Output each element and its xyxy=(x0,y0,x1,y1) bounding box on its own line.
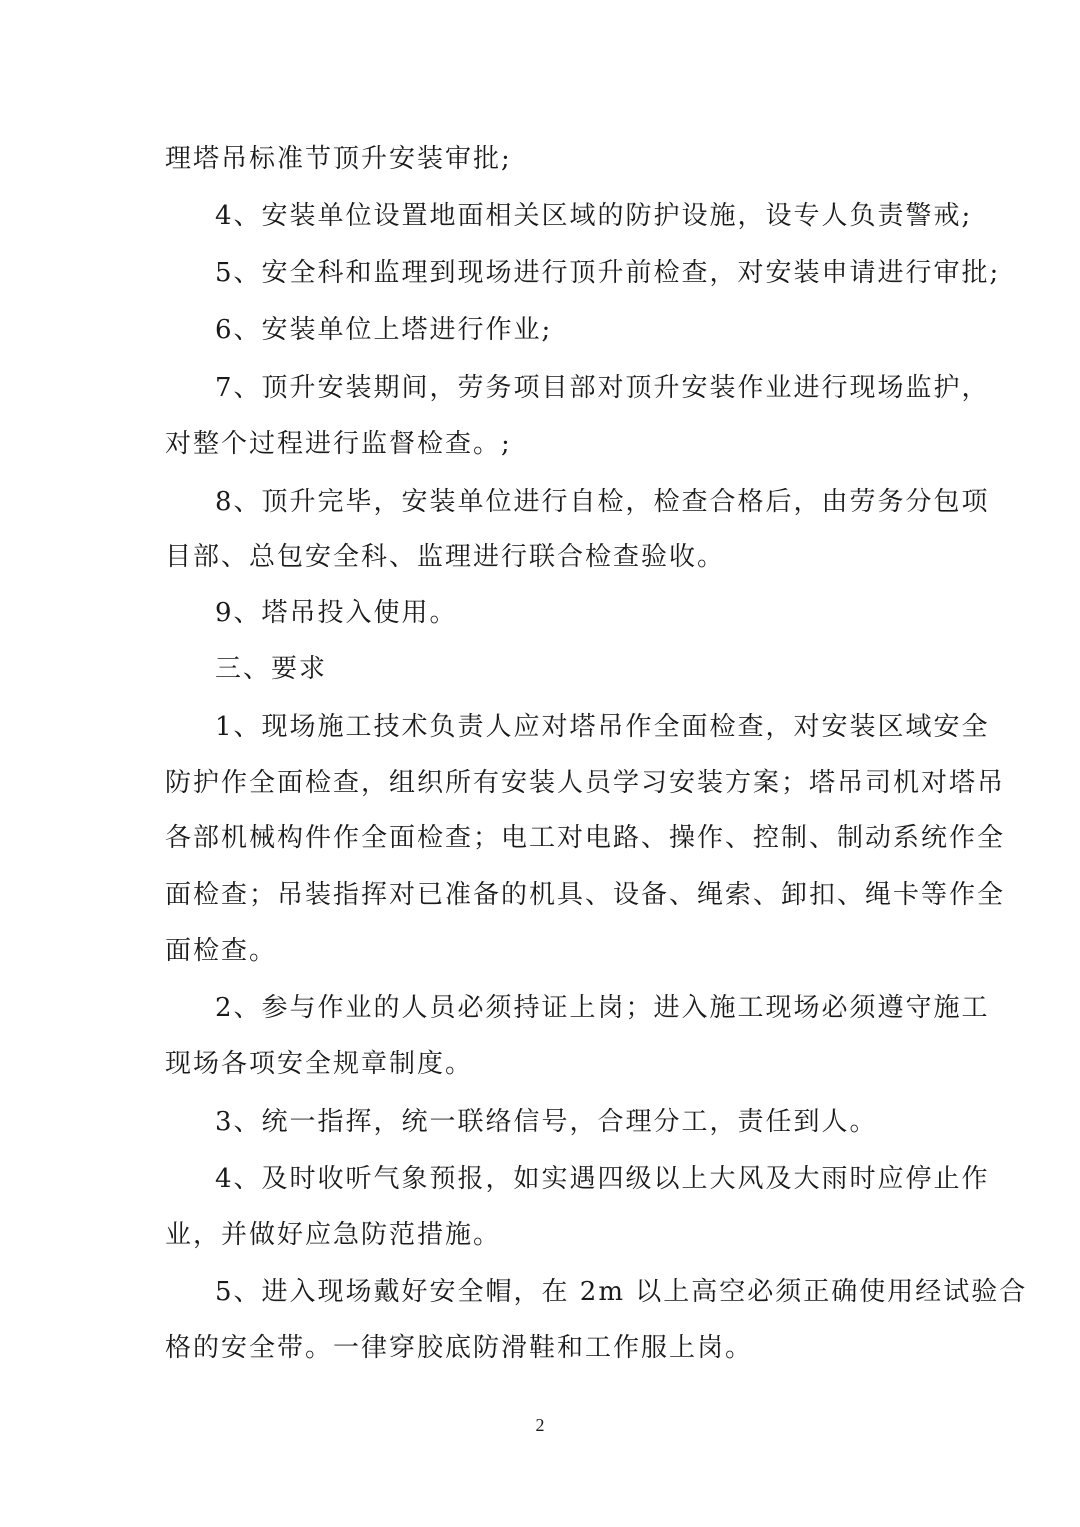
text-line: 业，并做好应急防范措施。 xyxy=(165,1220,502,1250)
text-line: 目部、总包安全科、监理进行联合检查验收。 xyxy=(165,542,726,572)
text-line: 各部机械构件作全面检查；电工对电路、操作、控制、制动系统作全 xyxy=(165,823,1006,853)
text-line: 1、现场施工技术负责人应对塔吊作全面检查，对安装区域安全 xyxy=(215,712,990,742)
text-line: 8、顶升完毕，安装单位进行自检，检查合格后，由劳务分包项 xyxy=(215,487,990,517)
text-line: 现场各项安全规章制度。 xyxy=(165,1049,474,1079)
text-line: 6、安装单位上塔进行作业; xyxy=(215,315,553,345)
text-line: 2、参与作业的人员必须持证上岗；进入施工现场必须遵守施工 xyxy=(215,993,990,1023)
text-line: 面检查。 xyxy=(165,936,278,966)
page-number: 2 xyxy=(535,1415,545,1435)
text-line: 4、安装单位设置地面相关区域的防护设施，设专人负责警戒; xyxy=(215,201,973,231)
text-line: 对整个过程进行监督检查。; xyxy=(165,429,512,459)
text-line: 3、统一指挥，统一联络信号，合理分工，责任到人。 xyxy=(215,1107,878,1137)
section-heading: 三、要求 xyxy=(215,654,328,684)
text-line: 7、顶升安装期间，劳务项目部对顶升安装作业进行现场监护， xyxy=(215,373,990,403)
text-line: 5、进入现场戴好安全帽，在 2m 以上高空必须正确使用经试验合 xyxy=(215,1277,1028,1307)
text-line: 5、安全科和监理到现场进行顶升前检查，对安装申请进行审批; xyxy=(215,258,1001,288)
text-line: 面检查；吊装指挥对已准备的机具、设备、绳索、卸扣、绳卡等作全 xyxy=(165,880,1006,910)
text-line: 防护作全面检查，组织所有安装人员学习安装方案；塔吊司机对塔吊 xyxy=(165,768,1006,798)
text-line: 9、塔吊投入使用。 xyxy=(215,598,458,628)
text-line: 格的安全带。一律穿胶底防滑鞋和工作服上岗。 xyxy=(165,1333,754,1363)
text-line: 理塔吊标准节顶升安装审批; xyxy=(165,144,512,174)
text-line: 4、及时收听气象预报，如实遇四级以上大风及大雨时应停止作 xyxy=(215,1164,990,1194)
